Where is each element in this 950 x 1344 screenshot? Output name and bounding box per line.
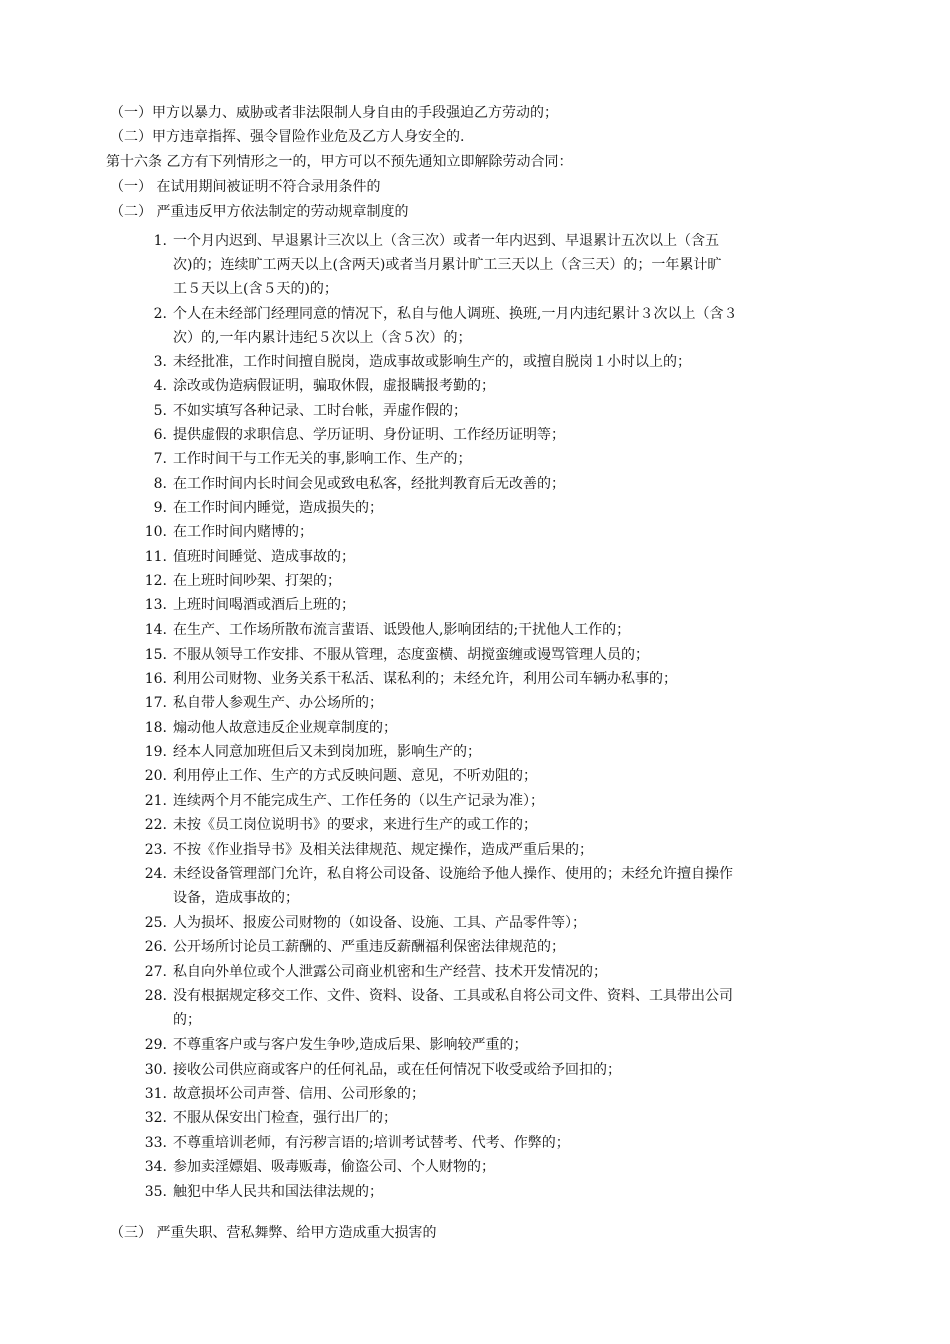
list-item-text [173, 716, 857, 740]
list-item-text [173, 350, 857, 374]
list-item-text-line: 未经设备管理部门允许，私自将公司设备、设施给予他人操作、使用的；未经允许擅自操作 [173, 866, 733, 882]
clause-line-probation: （一） 在试用期间被证明不符合录用条件的 [110, 179, 381, 195]
article-16-heading: 第十六条 乙方有下列情形之一的，甲方可以不预先通知立即解除劳动合同： [106, 154, 573, 170]
list-item-text-line: 不按《作业指导书》及相关法律规范、规定操作，造成严重后果的； [173, 842, 593, 858]
list-item-number: 4. [153, 378, 167, 394]
list-item-text [173, 447, 857, 471]
list-item-number: 7. [153, 451, 167, 467]
list-item-number: 25. [144, 915, 167, 931]
list-item-text [173, 838, 857, 862]
list-item-text-line: 次）的,一年内累计违纪５次以上（含５次）的； [173, 330, 472, 346]
list-item-text-line: 参加卖淫嫖娼、吸毒贩毒，偷盗公司、个人财物的； [173, 1159, 495, 1175]
list-item-text [173, 569, 857, 593]
list-item-text-line: 涂改或伪造病假证明，骗取休假，虚报瞒报考勤的； [173, 378, 495, 394]
list-item-text-line: 触犯中华人民共和国法律法规的； [173, 1184, 383, 1200]
list-item-number: 33. [144, 1135, 167, 1151]
list-item-text-line: 不如实填写各种记录、工时台帐，弄虚作假的； [173, 403, 467, 419]
list-item-text [173, 911, 857, 935]
list-item-number: 10. [144, 524, 167, 540]
list-item-text [173, 1058, 857, 1082]
list-item-text-line: 故意损坏公司声誉、信用、公司形象的； [173, 1086, 425, 1102]
list-item-text-line: 在工作时间内长时间会见或致电私客，经批判教育后无改善的； [173, 476, 565, 492]
list-item-number: 32. [144, 1110, 167, 1126]
list-item-text-line: 煽动他人故意违反企业规章制度的； [173, 720, 397, 736]
clause-line-1: （一）甲方以暴力、威胁或者非法限制人身自由的手段强迫乙方劳动的； [110, 105, 558, 121]
list-item-text-line: 公开场所讨论员工薪酬的、严重违反薪酬福利保密法律规范的； [173, 939, 565, 955]
list-item-text-line: 在上班时间吵架、打架的； [173, 573, 341, 589]
list-item-text [173, 764, 857, 788]
list-item-number: 2. [153, 306, 167, 322]
list-item-number: 9. [153, 500, 167, 516]
clause-line-negligence: （三） 严重失职、营私舞弊、给甲方造成重大损害的 [110, 1225, 437, 1241]
list-item-number: 18. [144, 720, 167, 736]
list-item-text [173, 472, 857, 496]
list-item-text-line: 值班时间睡觉、造成事故的； [173, 549, 355, 565]
list-item-text [173, 813, 857, 837]
clause-line-rules-violation: （二） 严重违反甲方依法制定的劳动规章制度的 [110, 204, 409, 220]
list-item-text [173, 399, 857, 423]
list-item-text-line: 经本人同意加班但后又未到岗加班，影响生产的； [173, 744, 481, 760]
list-item-number: 23. [144, 842, 167, 858]
list-item-number: 12. [144, 573, 167, 589]
list-item-text [173, 520, 857, 544]
clause-line-2: （二）甲方违章指挥、强令冒险作业危及乙方人身安全的. [110, 129, 465, 145]
list-item-text-line: 的； [173, 1012, 201, 1028]
list-item-text-line: 个人在未经部门经理同意的情况下，私自与他人调班、换班,一月内违纪累计３次以上（含３ [173, 306, 738, 322]
list-item-text [173, 789, 857, 813]
list-item-text-line: 未经批准，工作时间擅自脱岗，造成事故或影响生产的，或擅自脱岗１小时以上的； [173, 354, 691, 370]
list-item-text [173, 862, 857, 910]
list-item-text [173, 302, 857, 350]
list-item-number: 28. [144, 988, 167, 1004]
list-item-text-line: 连续两个月不能完成生产、工作任务的（以生产记录为准）； [173, 793, 544, 809]
list-item-text-line: 设备，造成事故的； [173, 890, 299, 906]
list-item-text [173, 423, 857, 447]
list-item-text [173, 1131, 857, 1155]
list-item-text [173, 1033, 857, 1057]
list-item-number: 22. [144, 817, 167, 833]
list-item-text [173, 374, 857, 398]
list-item-text [173, 960, 857, 984]
list-item-text-line: 一个月内迟到、早退累计三次以上（含三次）或者一年内迟到、早退累计五次以上（含五 [173, 233, 719, 249]
list-item-text-line: 利用公司财物、业务关系干私活、谋私利的；未经允许，利用公司车辆办私事的； [173, 671, 677, 687]
list-item-number: 27. [144, 964, 167, 980]
list-item-text [173, 1155, 857, 1179]
list-item-number: 15. [144, 647, 167, 663]
list-item-number: 29. [144, 1037, 167, 1053]
list-item-text [173, 667, 857, 691]
list-item-text-line: 接收公司供应商或客户的任何礼品，或在任何情况下收受或给予回扣的； [173, 1062, 621, 1078]
list-item-number: 31. [144, 1086, 167, 1102]
list-item-number: 6. [153, 427, 167, 443]
list-item-number: 35. [144, 1184, 167, 1200]
list-item-text [173, 643, 857, 667]
list-item-number: 26. [144, 939, 167, 955]
list-item-text-line: 不尊重培训老师，有污秽言语的;培训考试替考、代考、作弊的； [173, 1135, 570, 1151]
list-item-text [173, 935, 857, 959]
list-item-text [173, 1180, 857, 1204]
list-item-number: 16. [144, 671, 167, 687]
list-item-text [173, 229, 857, 301]
list-item-text-line: 工作时间干与工作无关的事,影响工作、生产的； [173, 451, 472, 467]
list-item-text [173, 496, 857, 520]
list-item-text-line: 不尊重客户或与客户发生争吵,造成后果、影响较严重的； [173, 1037, 528, 1053]
list-item-number: 8. [153, 476, 167, 492]
list-item-number: 30. [144, 1062, 167, 1078]
list-item-text-line: 工５天以上(含５天的)的； [173, 281, 338, 297]
list-item-text-line: 私自向外单位或个人泄露公司商业机密和生产经营、技术开发情况的； [173, 964, 607, 980]
list-item-number: 17. [144, 695, 167, 711]
list-item-number: 11. [144, 549, 167, 565]
list-item-text-line: 人为损坏、报废公司财物的（如设备、设施、工具、产品零件等）； [173, 915, 586, 931]
list-item-text [173, 1082, 857, 1106]
list-item-text [173, 618, 857, 642]
list-item-text [173, 545, 857, 569]
list-item-number: 19. [144, 744, 167, 760]
list-item-number: 14. [144, 622, 167, 638]
list-item-text [173, 593, 857, 617]
list-item-text-line: 在工作时间内睡觉，造成损失的； [173, 500, 383, 516]
list-item-text-line: 次)的；连续旷工两天以上(含两天)或者当月累计旷工三天以上（含三天）的；一年累计旷 [173, 257, 722, 273]
list-item-text [173, 984, 857, 1032]
list-item-text [173, 740, 857, 764]
list-item-number: 1. [153, 233, 167, 249]
list-item-text-line: 不服从领导工作安排、不服从管理，态度蛮横、胡搅蛮缠或谩骂管理人员的； [173, 647, 649, 663]
list-item-text-line: 提供虚假的求职信息、学历证明、身份证明、工作经历证明等； [173, 427, 565, 443]
list-item-text-line: 私自带人参观生产、办公场所的； [173, 695, 383, 711]
list-item-number: 34. [144, 1159, 167, 1175]
list-item-text [173, 691, 857, 715]
list-item-text-line: 不服从保安出门检查，强行出厂的； [173, 1110, 397, 1126]
list-item-text-line: 在生产、工作场所散布流言蜚语、诋毁他人,影响团结的;干扰他人工作的； [173, 622, 631, 638]
list-item-number: 3. [153, 354, 167, 370]
list-item-number: 5. [153, 403, 167, 419]
list-item-text-line: 上班时间喝酒或酒后上班的； [173, 597, 355, 613]
list-item-number: 24. [144, 866, 167, 882]
list-item-text-line: 在工作时间内赌博的； [173, 524, 313, 540]
list-item-number: 21. [144, 793, 167, 809]
list-item-text-line: 没有根据规定移交工作、文件、资料、设备、工具或私自将公司文件、资料、工具带出公司 [173, 988, 733, 1004]
list-item-text-line: 利用停止工作、生产的方式反映问题、意见，不听劝阻的； [173, 768, 537, 784]
list-item-number: 13. [144, 597, 167, 613]
list-item-text-line: 未按《员工岗位说明书》的要求，来进行生产的或工作的； [173, 817, 537, 833]
list-item-text [173, 1106, 857, 1130]
list-item-number: 20. [144, 768, 167, 784]
